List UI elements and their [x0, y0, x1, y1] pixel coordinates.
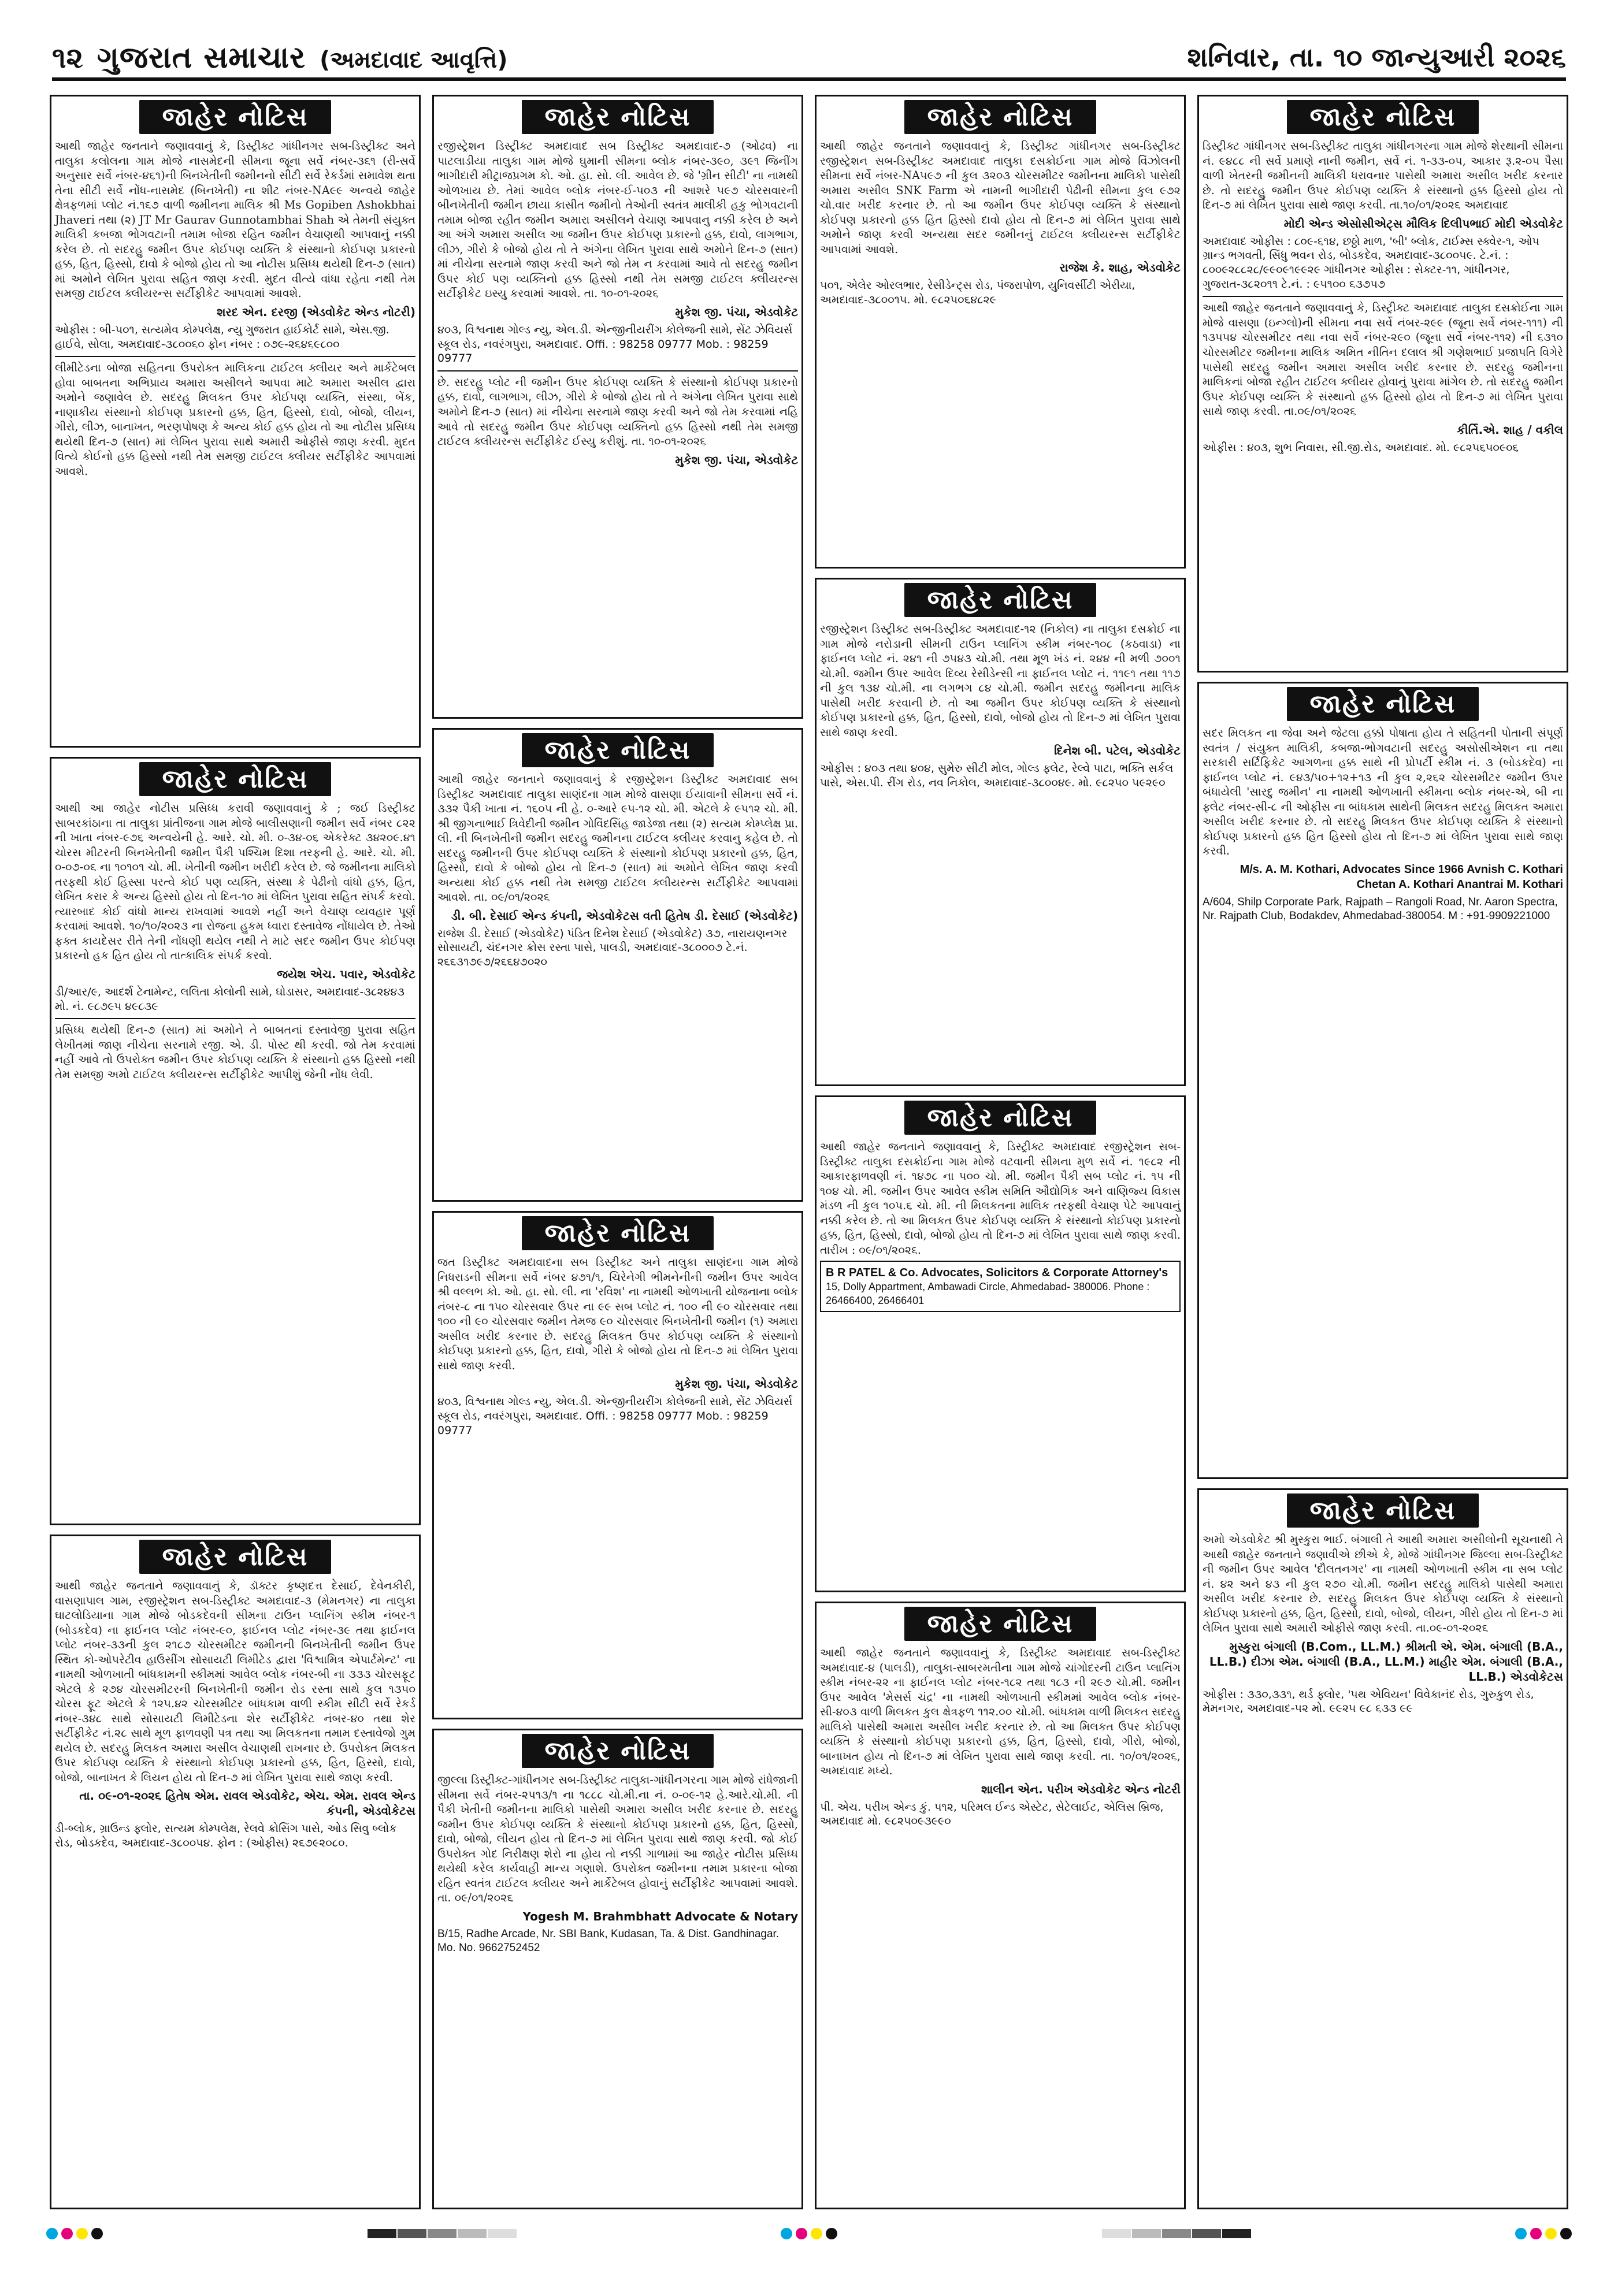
public-notice [815, 95, 1186, 569]
magenta-dot [796, 2228, 807, 2239]
notice-continuation: આથી જાહેર જનતાને જણાવવાનું કે, ડિસ્ટ્રીક્ટ અમદાવાદ તાલુકા દસક્રોઈના ગામ મોજે વાસણા (ઇન્ગ્લો)ની સીમના નવા સર્વે નંબર-૨૯૯ (જૂના સર્વે નંબર-૧૧૧) ની ૧૩૫૫૪ ચોરસમીટર તથા નવા સર્વે નંબર-૨૯૦ (જૂના સર્વે નંબર-૧૧૨) ની ૬૩૧૦ ચોરસમીટર જમીનના માલિક અમિત નીતિન દલાલ શ્રી ગણેશભાઈ પ્રજાપતિ વિગેરે પાસેથી સદરહુ જમીન અમારા અસીલ ખરીદ કરનાર છે. સદરહુ જમીનના માલિકનાં બોજા રહીત ટાઈટલ ક્લીયર હોવાનું પુરાવા માંગેલ છે. તો સદરહુ જમીન ઉપર કોઈપણ વ્યક્તિ કે સંસ્થાનો હક્ક હિસ્સો હોય તો દિન-૭ માં લેખિત પુરાવા સાથે જાણ કરવી. તા.૦૯/૦૧/૨૦૨૬ [1203, 296, 1563, 418]
notice-address: ડી-બ્લોક, ગ્રાઉન્ડ ફ્લોર, સત્યમ કોમ્પલેક્ષ, રેલવે ક્રોસિંગ પાસે, ઓડ સિવુ બ્લોક રોડ, બોડકદેવ, અમદાવાદ-૩૮૦૦૫૪. ફોન : (ઓફીસ) ૨૬૭૯૨૦૮૦. [55, 1822, 397, 1850]
black-dot [826, 2228, 837, 2239]
notice-body: આથી જાહેર જનતાને જણાવવાનું કે, ડૉક્ટર કૃષ્ણદત્ત દેસાઈ, દેવેનકીરી, વાસણાપાલ ગામ, રજીસ્ટ્રેશન સબ-ડિસ્ટ્રીક્ટ અમદાવાદ-૩ (મેમનગર) ના તાલુકા ઘાટલોડિયાના ગામ મોજે બોડકદેવની સીમના ટાઉન પ્લાનિંગ સ્કીમ નંબર-૧ (બોડકદેવ) ના ફાઈનલ પ્લોટ નંબર-૯૦, ફાઈનલ પ્લોટ નંબર-૩૯ તથા ફાઈનલ પ્લોટ નંબર-૩૩ની કુલ ૨૧૮૭ ચોરસમીટર જમીનની બિનખેતીની જમીન ઉપર સ્થિત કો-ઓપરેટીવ હાઉસીંગ સોસાયટી લિમીટેડ દ્વારા 'વિશ્વામિત્ર એપાર્ટમેન્ટ' ના નામથી ઓળખાતી બાંધકામની સ્કીમમાં આવેલ બ્લોક નંબર-બી ના ૩૩૩ ચોરસફૂટ એટલે કે ૨૭૪ ચોરસમીટરની બિનખેતીની જમીન રોડ રસ્તા સાથે કુલ ૧૩૫૦ ચોરસ ફૂટ એટલે કે ૧૨૫.૪૨ ચોરસમીટર બાંધકામ વાળી સ્કીમ સીટી સર્વે રેકર્ડ નંબર-૩૪૮ સાથે સોસાયટી લિમીટેડના શેર સર્ટીફીકેટ નંબર-૪૦ તથા શેર સર્ટીફીકેટ નં.૨૮ સાથે મૂળ ફાળવણી પત્ર તથા આ મિલકતના તમામ દસ્તાવેજો ગુમ થયેલ છે. સદરહુ મિલકત અમારા અસીલ વેચાણથી રાખનાર છે. ઉપરોક્ત મિલકત ઉપર કોઈપણ વ્યક્તિ કે સંસ્થાનો કોઈપણ પ્રકારનો હક્ક, હિત, હિસ્સો, દાવો, બોજો, બાનાખત કે લિયન હોય તો દિન-૭ માં લેખિત પુરાવા સાથે જાણ કરવી. [55, 1579, 415, 1784]
notice-address: ૪૦૩, વિશ્વનાથ ગોલ્ડ ન્યુ, એલ.ડી. એન્જીનીયરીંગ કોલેજની સામે, સેંટ ઝેવિયર્સ સ્કૂલ રોડ, નવરંગપુરા, અમદાવાદ. Offi. : 98258 09777 Mob. : 98259 09777 [437, 323, 793, 365]
notice-continuation: છે. સદરહુ પ્લોટ ની જમીન ઉપર કોઈપણ વ્યક્તિ કે સંસ્થાનો કોઈપણ પ્રકારનો હક્ક, દાવો, લાગભાગ, લીઝ, ગીરો કે બોજો હોય તો તે અંગેના લેખિત પુરાવા સાથે અમોને દિન-૭ (સાત) માં નીચેના સરનામે જાણ કરવી અને જો તેમ કરવામાં નહિ આવે તો સદરહુ જમીન ઉપર કોઈપણ વ્યક્તિનો હક્ક હિસ્સો નથી તેમ સમજી ટાઈટલ ક્લીયરન્સ સર્ટીફીકેટ ઈસ્યુ કરીશું. તા. ૧૦-૦૧-૨૦૨૬ [437, 370, 798, 449]
notice-continuation: લીમીટેડના બોજા સહિતના ઉપરોક્ત માલિકના ટાઈટલ ક્લીયર અને માર્કેટેબલ હોવા બાબતના અભિપ્રાય અમારા અસીલને આપવા માટે અમારા અસીલ દ્વારા અમોને જણાવેલ છે. સદરહુ મિલકત ઉપર કોઈપણ વ્યક્તિ, સંસ્થા, બેંક, નાણાકીય સંસ્થાનો કોઈપણ પ્રકારનો હક્ક, હિત, હિસ્સો, દાવો, બોજો, લીયન, ગીરો, લીઝ, બાનાખત, ભરણપોષણ કે અન્ય કોઈ હક્ક હોય તો આ નોટીસ પ્રસિધ્ધ થયેથી દિન-૭ (સાત) માં લેખિત પુરાવા સાથે અમારી ઓફીસે જાણ કરવી. મુદત વિત્યે કોઈનો હક્ક હિસ્સો નથી તેમ સમજી ટાઈટલ ક્લીયર સર્ટીફીકેટ આપવામાં આવશે. [55, 356, 415, 478]
print-registration-strip [46, 2222, 1572, 2245]
public-notice [432, 95, 803, 719]
cyan-dot [1515, 2228, 1527, 2239]
notice-signature: Yogesh M. Brahmbhatt Advocate & Notary [522, 1909, 798, 1923]
notice-body: અમો એડવોકેટ શ્રી મુસ્કુરા ભાઈ. બંગાલી તે આથી અમારા અસીલોની સૂચનાથી તે આથી જાહેર જનતાને જણાવીએ છીએ કે, મોજે ગાંધીનગર જિલ્લા સબ-ડિસ્ટ્રીક્ટ ની જમીન ઉપર આવેલ 'દૌલતનગર' ના નામથી ઓળખાતી સ્કીમ ના સબ પ્લોટ નં. ૪૨ અને ૪૩ ની કુલ ૨૭૦ ચો.મી. જમીન સદરહુ માલિકો પાસેથી અમારા અસીલ ખરીદ કરનાર છે. સદરહુ મિલકત ઉપર કોઈપણ વ્યક્તિ કે સંસ્થાનો કોઈપણ પ્રકારનો હક્ક, હિત, હિસ્સો, દાવો, બોજો, લીયન, ગીરો હોય તો દિન-૭ માં લેખિત પુરાવા સાથે અમારી ઓફીસે જાણ કરવી. તા.૦૯-૦૧-૨૦૨૬ [1203, 1533, 1563, 1635]
gray-step [1132, 2229, 1161, 2238]
column-1 [50, 95, 421, 2209]
notice-title: જાહેર નોટિસ [522, 100, 714, 134]
notice-signature: જયેશ એચ. પવાર, એડવોકેટ [277, 967, 415, 981]
gray-step [1162, 2229, 1191, 2238]
notice-title: જાહેર નોટિસ [1287, 1493, 1479, 1528]
notice-title: જાહેર નોટિસ [139, 1540, 332, 1574]
notice-title: જાહેર નોટિસ [522, 1216, 714, 1250]
public-notice [50, 1535, 421, 2209]
yellow-dot [1545, 2228, 1557, 2239]
public-notice [1197, 1488, 1568, 2209]
notice-body: રજીસ્ટ્રેશન ડિસ્ટ્રીક્ટ અમદાવાદ સબ ડિસ્ટ્રીક્ટ અમદાવાદ-૭ (ઓઢવ) ના પાટલાડીયા તાલુકા ગામ મોજે ઘુમાની સીમના બ્લોક નંબર-૩૯૦, ૩૯૧ જિનીંગ ભાગીદારી મીટ્રાજપ્રગમ કો. ઓ. હા. સો. લી. આવેલ છે. જે 'ગ્રીન સીટી' ના નામથી ઓળખાય છે. તેમાં આવેલ બ્લોક નંબર-ઈ-૫૦૩ ની આશરે ૫૯૭ ચોરસવારની બીનખેતીની જમીન છાયા કાસીત જમીનો તેઓની સ્વતંત્ર માલીકી હકુ ભોગવટાની તમામ બોજા રહીત જમીન અમારા અસીલને વેચાણ આપવાનુ નક્કી કરેલ છે અને આ અંગે અમારા અસીલ આ જમીન ઉપર કોઈપણ પ્રકારનો હક્ક, દાવો, લાગભાગ, લીઝ, ગીરો કે બોજો હોય તો તે અંગેના લેખિત પુરાવા સાથે અમોને દિન-૭ (સાત) માં નીચેના સરનામે જાણ કરવી અને જો તેમ ન કરવામાં આવે તો સદરહુ જમીન ઉપર કોઈ પણ વ્યક્તિનો હક્ક હિસ્સો નથી તેમ સમજી ટાઈટલ ક્લીયરન્સ સર્ટીફીકેટ ઇસ્યુ કરવામાં આવશે. તા. ૧૦-૦૧-૨૦૨૬ [437, 139, 798, 300]
page-number: ૧૨ [52, 40, 83, 75]
public-notice [432, 728, 803, 1202]
edition-label: (અમદાવાદ આવૃત્તિ) [320, 46, 508, 73]
notice-signature: શરદ એન. દરજી (એડવોકેટ એન્ડ નોટરી) [217, 304, 415, 319]
notice-signature: કીર્તિ.એ. શાહ / વકીલ [1456, 422, 1563, 437]
notice-address: ઓફીસ : ૩૩૦,૩૩૧, થર્ડ ફ્લોર, 'પથ એવિયન' વિવેકાનંદ રોડ, ગુરુકુળ રોડ, મેમનગર, અમદાવાદ-૫૨ મો. ૯૯૨૫ ૯૮ ૬૩૩ ૯૯ [1203, 1688, 1534, 1715]
notice-signature: તા. ૦૯-૦૧-૨૦૨૬ હિતેષ એમ. રાવલ એડવોકેટ, એચ. એમ. રાવલ એન્ડ કંપની, એડવોકેટસ [79, 1789, 415, 1818]
gray-step [428, 2229, 457, 2238]
column-3 [815, 95, 1186, 2209]
notice-signature: M/s. A. M. Kothari, Advocates Since 1966 Avnish C. Kothari Chetan A. Kothari Anantrai M. Kothari [1240, 863, 1563, 891]
gray-scale-bar [1102, 2229, 1251, 2238]
gray-step [1102, 2229, 1131, 2238]
notice-body: ડિસ્ટ્રીક્ટ ગાંધીનગર સબ-ડિસ્ટ્રીક્ટ તાલુકા ગાંધીનગરના ગામ મોજે શેરથાની સીમના નં. ૯૪૮૮ ની સર્વે પ્રમાણે નાની જમીન, સર્વે નં. ૧-૩૩-૦૫, આકાર રૂ.૨-૦૫ પૈસા વાળી ખેતરની જમીનની માલિકી ધરાવનાર પાસેથી અમારા અસીલ ખરીદ કરનાર છે. તો સદરહુ જમીન ઉપર કોઈપણ વ્યક્તિ કે સંસ્થાનો હક્ક હિસ્સો હોય તો દિન-૭ માં લેખિત પુરાવા સાથે જાણ કરવી. તા.૧૦/૦૧/૨૦૨૬ અમદાવાદ [1203, 139, 1563, 212]
notice-signature: ડી. બી. દેસાઈ એન્ડ કંપની, એડવોકેટસ વતી હિતેષ ડી. દેસાઈ (એડવોકેટ) [451, 908, 798, 923]
public-notice [432, 1211, 803, 1719]
public-notice [815, 1095, 1186, 1592]
magenta-dot [61, 2228, 73, 2239]
notice-body: આથી જાહેર જનતાને જણાવવાનું કે રજીસ્ટ્રેશન ડિસ્ટ્રીક્ટ અમદાવાદ સબ ડિસ્ટ્રીક્ટ અમદાવાદ તાલુકા સાણંદના ગામ મોજે વાસણા ઈયાવાની સીમના સર્વે નં. ૩૩૨ પૈકી ખાતા નં. ૧૬૦૫ ની હે. ૦-આરે ૯૫-૧૨ ચો. મી. એટલે કે ૯૫૧૨ ચો. મી. શ્રી જીગનાભાઈ ત્રિવેદીની જમીન ગોવિંદસિંહ જાડેજા તથા (૨) સત્યમ કોમ્પ્લેક્ષ પ્રા. લી. ની બિનખેતીની જમીન સદરહુ જમીનના ટાઈટલ ક્લીયર કરવાનુ કહેલ છે. તો સદરહુ જમીનની ઉપર કોઈપણ વ્યક્તિ કે સંસ્થાનો કોઈપણ પ્રકારનો હક્ક, હિત, હિસ્સો, દાવો કે બોજો હોય તો દિન-૭ (સાત) માં અમોને લેખિત જાણ કરવી અન્યથા કોઈ હક્ક નથી તેમ સમજી ટાઈટલ ક્લીયરન્સ સર્ટીફીકેટ આપવામાં આવશે. તા. ૦૯/૦૧/૨૦૨૬ [437, 772, 798, 904]
public-notice [50, 95, 421, 748]
gray-step [1222, 2229, 1251, 2238]
notice-address: રાજેશ ડી. દેસાઈ (એડવોકેટ) પંડિત દિનેશ દેસાઈ (એડવોકેટ) ૩૭, નારાયણનગર સોસાયટી, ચંદનગર ક્રોસ રસ્તા પાસે, પાલડી, અમદાવાદ-૩૮૦૦૦૭ ટે.નં. ૨૬૬૩૧૭૯૭/૨૬૬૪૭૦૨૦ [437, 927, 788, 969]
notice-title: જાહેર નોટિસ [904, 1607, 1097, 1641]
notice-signature: શાલીન એન. પરીખ એડવોકેટ એન્ડ નોટરી [981, 1782, 1181, 1796]
notice-body: જત ડિસ્ટ્રીક્ટ અમદાવાદના સબ ડિસ્ટ્રીક્ટ અને તાલુકા સાણંદના ગામ મોજે નિધરાડની સીમના સર્વે નંબર ૪૭૧/૧, ચિરેનેગી ભીમનેનીની જમીન ઉપર આવેલ શ્રી વલ્લભ કો. ઓ. હા. સો. લી. ના 'રવિશ' ના નામથી ઓળખાતી યોજનાના બ્લોક નંબર-૮ ના ૧૫૦ ચોરસવાર ઉપર ના ૯૯ સબ પ્લોટ નં. ૧૦૦ ની ૯૦ ચોરસવાર તથા ૧૦૦ ની ૯૦ ચોરસવાર જમીન તેમજ ૯૦ ચોરસવાર બિનખેતીની જમીન (૧) અમારા અસીલ ખરીદ કરનાર છે. સદરહુ મિલકત ઉપર કોઈપણ વ્યક્તિ કે સંસ્થાનો કોઈપણ પ્રકારનો હક્ક, હિત, દાવો, ગીરો કે બોજો હોય તો દિન-૭ માં લેખિત પુરાવા સાથે જાણ કરવી. [437, 1255, 798, 1372]
firm-stamp-box [820, 1261, 1181, 1312]
notice-body: આથી જાહેર જનતાને જણાવવાનું કે, ડિસ્ટ્રીક્ટ ગાંધીનગર સબ-ડિસ્ટ્રીક્ટ અને તાલુકા કલોલના ગામ મોજે નાસમેદની સીમના જૂના સર્વે નંબર-૩૬૧ (રી-સર્વે અનુસાર સર્વે નંબર-૪૬૧)ની બિનખેતીની જમીનનો સીટી સર્વે રેકર્ડમાં સમાવેશ થતા તેના સીટી સર્વે નોંધ-નાસમેદ (બિનખેતી) ના શીટ નંબર-NA૯૯ અન્વયે જાહેર ક્ષેત્રફળમાં પ્લોટ નં.૧૬૭ વાળી જમીનના માલિક શ્રી Ms Gopiben Ashokbhai Jhaveri તથા (૨) JT Mr Gaurav Gunnotambhai Shah એ તેમની સંયુક્ત માલિકી કબજા ભોગવટાની તમામ બોજા રહિત જમીન વેચાણથી આપવાનું નક્કી કરેલ છે. તો સદરહુ જમીન ઉપર કોઈપણ વ્યક્તિ કે સંસ્થાનો કોઈપણ પ્રકારનો હક્ક, હિત, હિસ્સો, દાવો કે બોજો હોય તો આ નોટીસ પ્રસિધ્ધ થયેથી દિન-૭ (સાત) માં અમોને લેખિત પુરાવા સહિત જાણ કરવી. મુદત વીત્યે વાંધા રહેતા નથી તેમ સમજી ટાઈટલ ક્લીયરન્સ સર્ટીફીકેટ આપવામાં આવશે. [55, 139, 415, 300]
notice-address: B/15, Radhe Arcade, Nr. SBI Bank, Kudasan, Ta. & Dist. Gandhinagar. Mo. No. 9662752452 [437, 1927, 780, 1955]
notice-signature: મુસ્કુરા બંગાલી (B.Com., LL.M.) શ્રીમતી એ. એમ. બંગાલી (B.A., LL.B.) દીઝા એમ. બંગાલી (B.A., LL.M.) માહીર એમ. બંગાલી (B.A., LL.B.) એડવોકેટસ [1209, 1639, 1563, 1684]
black-dot [91, 2228, 103, 2239]
gray-step [458, 2229, 487, 2238]
notice-title: જાહેર નોટિસ [522, 733, 714, 767]
public-notice [815, 1602, 1186, 2209]
notice-body: જીલ્લા ડિસ્ટ્રીક્ટ-ગાંધીનગર સબ-ડિસ્ટ્રીક્ટ તાલુકા-ગાંધીનગરના ગામ મોજે રાંધેજાની સીમના સર્વે નંબર-૨૫૧૩/૧ ના ૧૮૮૮ ચો.મી.ના નં. ૦-૦૯-૧૨ હે.આરે.ચો.મી. ની પૈકી ખેતીની જમીનના માલિકો પાસેથી અમારા અસીલ ખરીદ કરનાર છે. સદરહુ જમીન ઉપર કોઈપણ વ્યક્તિ કે સંસ્થાનો કોઈપણ પ્રકારનો હક્ક, હિત, હિસ્સો, દાવો, બોજો, લીયન હોય તો દિન-૭ માં લેખિત પુરાવા સાથે જાણ કરવી. જો કોઈ ઉપરોક્ત ગોદ નિરીક્ષણ શેરો ના હોય તો નક્કી ગાળામાં આ જાહેર નોટીસ પ્રસિધ્ધ થયેથી કરેલ કાર્યવાહી માન્ય ગણાશે. ઉપરોક્ત જમીનના તમામ પ્રકારના બોજા રહિત સ્વતંત્ર ટાઈટલ ક્લીયર અને માર્કેટેબલ હોવાનું સર્ટીફીકેટ આપવામાં આવશે. તા. ૦૯/૦૧/૨૦૨૬ [437, 1773, 798, 1905]
notice-body: આથી જાહેર જનતાને જણાવવાનું કે, ડિસ્ટ્રીક્ટ અમદાવાદ રજીસ્ટ્રેશન સબ-ડિસ્ટ્રીક્ટ તાલુકા દસક્રોઈના ગામ મોજે વટવાની સીમના મુળ સર્વે નં. ૧૯૮૨ ની આકારફાળવણી નં. ૧૪૭૮ ના ૫૦૦ ચો. મી. જમીન પૈકી સબ પ્લોટ નં. ૧૫ ની ૧૦૪ ચો. મી. જમીન ઉપર આવેલ સ્કીમ સમિતિ ઔદ્યોગિક અને વાણિજ્ય વિકાસ મંડળ ની કુલ ૧૦૫.૬ ચો. મી. ની મિલકતના માલિક તરફથી વેચાણ પેટે આપવાનું નક્કી કરેલ છે. તો આ મિલકત ઉપર કોઈપણ વ્યક્તિ કે સંસ્થાનો કોઈપણ પ્રકારનો હક્ક, હિત, હિસ્સો, દાવો, બોજો હોય તો દિન-૭ માં લેખિત પુરાવા સાથે જાણ કરવી. તારીખ : ૦૯/૦૧/૨૦૨૬. [820, 1140, 1181, 1257]
notice-title: જાહેર નોટિસ [1287, 100, 1479, 134]
notice-signature: દિનેશ બી. પટેલ, એડવોકેટ [1054, 744, 1181, 758]
notice-address: ઓફીસ : ૪૦૩ તથા ૪૦૪, સુમેરુ સીટી મોલ, ગોલ્ડ ફ્લેટ, રેલ્વે પાટા, ભક્તિ સર્કલ પાસે, એસ.પી. રીંગ રોડ, નવ નિકોલ, અમદાવાદ-૩૮૦૦૪૯. મો. ૯૮૨૫૦ ૫૯૨૯૦ [820, 762, 1174, 789]
notice-signature: B R PATEL & Co. Advocates, Solicitors & Corporate Attorney's [826, 1266, 1168, 1280]
column-4 [1197, 95, 1568, 2209]
magenta-dot [1530, 2228, 1542, 2239]
column-2 [432, 95, 803, 2209]
yellow-dot [811, 2228, 822, 2239]
notice-body: રજીસ્ટ્રેશન ડિસ્ટ્રીક્ટ સબ-ડિસ્ટ્રીક્ટ અમદાવાદ-૧૨ (નિકોલ) ના તાલુકા દસક્રોઈ ના ગામ મોજે નરોડાની સીમની ટાઉન પ્લાનિંગ સ્કીમ નંબર-૧૦૮ (કઠવાડા) ના ફાઈનલ પ્લોટ નં. ૨૪૧ ની ૭૫૪૩ ચો.મી. તથા મૂળ ખંડ નં. ૨૪૪ ની મળી ૭૦૦૧ ચો.મી. જમીન ઉપર આવેલ દિવ્ય રેસીડેન્સી ના ફાઈનલ પ્લોટ નં. ૧૧૯૧ તથા ૧૧૭ ની કુલ ૧૩૪ ચો.મી. ના લગભગ ૮૪ ચો.મી. જમીન સદરહુ જમીનના માલિક પાસેથી ખરીદ કરવાની છે. તો આ જમીન ઉપર કોઈપણ વ્યક્તિ કે સંસ્થાનો કોઈપણ પ્રકારનો હક્ક, હિત, હિસ્સો, દાવો, બોજો હોય તો દિન-૭ માં લેખિત પુરાવા સાથે જાણ કરવી. [820, 622, 1181, 739]
notice-address: ૪૦૩, વિશ્વનાથ ગોલ્ડ ન્યુ, એલ.ડી. એન્જીનીયરીંગ કોલેજની સામે, સેંટ ઝેવિયર્સ સ્કૂલ રોડ, નવરંગપુરા, અમદાવાદ. Offi. : 98258 09777 Mob. : 98259 09777 [437, 1395, 793, 1437]
notice-body: આથી જાહેર જનતાને જણાવવાનું કે, ડિસ્ટ્રીક્ટ અમદાવાદ સબ-ડિસ્ટ્રીક્ટ અમદાવાદ-૪ (પાલડી), તાલુકા-સાબરમતીના ગામ મોજે ચાંગોદરની ટાઉન પ્લાનિંગ સ્કીમ નંબર-૨૨ ના ફાઈનલ પ્લોટ નંબર-૧૮૨ તથા ૧૮૩ ની ૨૯૭ ચો.મી. જમીન ઉપર આવેલ 'મેસર્સ ચંદ્ર' ના નામથી ઓળખાતી સ્કીમમાં આવેલ બ્લોક નંબર-સી-૪૦૩ વાળી મિલકત કુલ ક્ષેત્રફળ ૧૧૨.૦૦ ચો.મી. બાંધકામ વાળી મિલકત સદરહુ માલિકો પાસેથી અમારા અસીલ ખરીદ કરનાર છે. તો આ મિલકત ઉપર કોઈપણ વ્યક્તિ કે સંસ્થાનો કોઈપણ પ્રકારનો હક્ક, હિત, હિસ્સો, દાવો, ગીરો, બોજો, બાનાખત હોય તો દિન-૭ માં લેખિત પુરાવા સાથે જાણ કરવી. તા. ૧૦/૦૧/૨૦૨૬, અમદાવાદ મધ્યે. [820, 1646, 1181, 1778]
notice-signature: મુકેશ જી. પંચા, એડવોકેટ [675, 452, 798, 467]
gray-step [1192, 2229, 1221, 2238]
notice-address: 15, Dolly Appartment, Ambawadi Circle, Ahmedabad- 380006. Phone : 26466400, 26466401 [826, 1281, 1150, 1306]
notice-address: પી. એચ. પરીખ એન્ડ કું. ૫૧૨, પરિમલ ઈન્ડ એસ્ટેટ, સેટેલાઈટ, એલિસ બ્રિજ, અમદાવાદ મો. ૯૮૨૫૦૯૩૯૯૦ [820, 1800, 1164, 1828]
public-notice [815, 578, 1186, 1086]
public-notice [50, 757, 421, 1525]
notice-address: અમદાવાદ ઓફીસ : ૮૦૯-૬૧૪, છઠ્ઠો માળ, 'બી' બ્લોક, ટાઈમ્સ સ્ક્વેર-૧, ઓપ ગ્રાન્ડ ભગવતી, સિંધુ ભવન રોડ, બોડકદેવ, અમદાવાદ-૩૮૦૦૫૯. ટે.નં. : ૮૦૦૯૨૮૮૨૮/૯૯૦૯૧૯૯૨૯ ગાંધીનગર ઓફીસ : સેક્ટર-૧૧, ગાંધીનગર, ગુજરાત-૩૮૨૦૧૧ ટે.નં. : ૯૫૧૦૦ ૬૩૭૫૭ [1203, 235, 1539, 291]
yellow-dot [76, 2228, 88, 2239]
notice-title: જાહેર નોટિસ [1287, 687, 1479, 721]
issue-date: શનિવાર, તા. ૧૦ જાન્યુઆરી ૨૦૨૬ [1187, 42, 1566, 73]
gray-step [368, 2229, 396, 2238]
gray-scale-bar [368, 2229, 517, 2238]
notice-title: જાહેર નોટિસ [139, 100, 332, 134]
notice-title: જાહેર નોટિસ [904, 583, 1097, 617]
cyan-dot [781, 2228, 792, 2239]
notice-address: ઓફીસ : બી-૫૦૧, સત્યમેવ કોમ્પલેક્ષ, ન્યુ ગુજરાત હાઈકોર્ટ સામે, એસ.જી. હાઈવે, સોલા, અમદાવાદ-૩૮૦૦૬૦ ફોન નંબર : ૦૭૯-૨૬૪૬૯૮૦૦ [55, 323, 389, 351]
gray-step [488, 2229, 517, 2238]
notice-signature: મોદી એન્ડ એસોસીએટ્સ મૌલિક દિલીપભાઈ મોદી એડવોકેટ [1283, 216, 1563, 231]
notice-title: જાહેર નોટિસ [139, 762, 332, 796]
public-notice [432, 1729, 803, 2209]
notice-title: જાહેર નોટિસ [904, 1101, 1097, 1135]
color-registration-dots [781, 2228, 837, 2239]
notices-grid [50, 95, 1568, 2209]
notice-signature: મુકેશ જી. પંચા, એડવોકેટ [675, 1377, 798, 1391]
masthead [52, 38, 1566, 81]
color-registration-dots [46, 2228, 103, 2239]
cyan-dot [46, 2228, 58, 2239]
notice-address: ઓફીસ : ૪૦૩, શુભ નિવાસ, સી.જી.રોડ, અમદાવાદ. મો. ૯૮૨૫૬૫૦૯૦૬ [1203, 441, 1519, 454]
notice-address: ૫૦૧, એલેર ઓરલભાર, રેસીડેન્ટ્સ રોડ, પંજરાપોળ, યુનિવર્સીટી એરીયા, અમદાવાદ-૩૮૦૦૧૫. મો. ૯૮૨૫૦૬૪૮૨૯ [820, 279, 1135, 306]
notice-address: A/604, Shilp Corporate Park, Rajpath – Rangoli Road, Nr. Aaron Spectra, Nr. Rajpath Club, Bodakdev, Ahmedabad-380054. M : +91-9909221000 [1203, 896, 1558, 923]
color-registration-dots [1515, 2228, 1572, 2239]
public-notice [1197, 682, 1568, 1479]
gray-step [398, 2229, 426, 2238]
notice-address: ડી/આર/૯, આદર્શ ટેનામેન્ટ, લલિતા કોલોની સામે, ઘોડાસર, અમદાવાદ-૩૮૨૪૪૩ મો. નં. ૯૮૭૯૫ ૪૯૮૩૯ [55, 985, 404, 1013]
notice-signature: મુકેશ જી. પંચા, એડવોકેટ [675, 304, 798, 319]
black-dot [1560, 2228, 1572, 2239]
notice-title: જાહેર નોટિસ [522, 1734, 714, 1768]
notice-body: આથી જાહેર જનતાને જણાવવાનું કે, ડિસ્ટ્રીક્ટ ગાંધીનગર સબ-ડિસ્ટ્રીક્ટ રજીસ્ટ્રેશન સબ-ડિસ્ટ્રીક્ટ અમદાવાદ તાલુકા દસક્રોઈના ગામ મોજે વિંઝોલની સીમના સર્વે નંબર-NA૫૯૭ ની કુલ ૩૨૦૩ ચોરસમીટર જમીનના માલિકો પાસેથી અમારા અસીલ SNK Farm એ નામની ભાગીદારી પેઢીની સીમના કુલ ૯૭૨ ચો.વાર ખરીદ કરનાર છે. તો આ જમીન ઉપર કોઈપણ વ્યક્તિ કે સંસ્થાનો કોઈપણ પ્રકારનો હક્ક હિત હિસ્સો દાવો હોય તો દિન-૭ માં લેખિત પુરાવા સાથે અમોને જાણ કરવી અન્યથા સદર જમીનનું ટાઈટલ ક્લીયરન્સ સર્ટીફીકેટ આપવામાં આવશે. [820, 139, 1181, 256]
newspaper-name: ગુજરાત સમાચાર [97, 40, 306, 75]
public-notice [1197, 95, 1568, 673]
notice-continuation: પ્રસિધ્ધ થયેથી દિન-૭ (સાત) માં અમોને તે બાબતનાં દસ્તાવેજી પુરાવા સહિત લેખીતમાં જાણ નીચેના સરનામે રજી. એ. ડી. પોસ્ટ થી કરવી. જો તેમ કરવામાં નહીં આવે તો ઉપરોક્ત જમીન ઉપર કોઈપણ વ્યક્તિ કે સંસ્થાનો હક્ક હિસ્સો નથી તેમ સમજી અમો ટાઈટલ ક્લીયરન્સ સર્ટીફીકેટ આપીશું જેની નોંધ લેવી. [55, 1018, 415, 1082]
notice-title: જાહેર નોટિસ [904, 100, 1097, 134]
notice-signature: રાજેશ કે. શાહ, એડવોકેટ [1059, 261, 1181, 275]
notice-body: સદર મિલકત ના જેવા અને જેટલા હક્કો પોષાતા હોય તે સહિતની પોતાની સંપૂર્ણ સ્વતંત્ર / સંયુક્ત માલિકી, કબજા-ભોગવટાની સદરહુ અસોસીએશન ના તથા સરકારી સર્ટિફિકેટ આગળના હક્ક સાથે ની પ્રોપર્ટી સ્કીમ નં. ૩ (બોડકદેવ) ના ફાઈનલ પ્લોટ નં. ૯૪૩/૫૦+૧૨+૧૩ ની કુલ ૨,૨૬૨ ચોરસમીટર જમીન ઉપર બંધાયેલી 'સારદુ જમીન' ના નામથી ઓળખાતી સ્કીમના બ્લોક નંબર-એ, બી ના ફ્લેટ નંબર-સી-૮ ની ઓફીસ ના બાંધકામ સાથેની મિલકત સદરહુ મિલકત અમારા અસીલ ખરીદ કરનાર છે. તો સદરહુ મિલકત ઉપર કોઈપણ વ્યક્તિ કે સંસ્થાનો કોઈપણ પ્રકારનો હક્ક હિત હિસ્સો હોય તો દિન-૭ માં લેખિત પુરાવા સાથે જાણ કરવી. [1203, 726, 1563, 858]
masthead-left [52, 40, 508, 76]
notice-body: આથી આ જાહેર નોટીસ પ્રસિધ્ધ કરાવી જણાવવાનું કે ; જઈ ડિસ્ટ્રીક્ટ સાબરકાંઠાના તા તાલુકા પ્રાંતીજના ગામ મોજે બાલીસણાની જમીન સર્વે નંબર ૮૨૨ ની ખાતા નંબર-૯૭૬ અન્વયેની હે. આરે. ચો. મી. ૦-૩૪-૦૬ એકરેક્ટ ૩૪૨૦૯.૪૧ ચોરસ મીટરની બિનખેતીની જમીન પૈકી પશ્ચિમ દિશા તરફની હે. આરે. ચો. મી. ૦-૦૭-૦૬ ના ૧૦૧૦૧ ચો. મી. ખેતીની જમીન ખરીદી કરેલ છે. જે જમીનના માલિકો તરફથી કોઈ હિસ્સા પરત્વે કોઈ પણ વ્યક્તિ, સંસ્થા કે પેઢીનો વાંધો હક્ક, હિત, લેખિત કરાર કે અન્ય હિસ્સો હોય તો દિન-૧૦ માં લેખિત પુરાવા સહિત સંપર્ક કરવો. ત્યારબાદ કોઈ વાંધો માન્ય રાખવામાં આવશે નહીં અને વેચાણ વ્યવહાર પૂર્ણ કરવામાં આવશે. ૧૦/૧૦/૨૦૨૩ ના રોજના હુકમ ધ્વારા દસ્તાવેજ નોંધાયેલ છે. તેઓ ફક્ત કાયદેસર રીતે તેની નોંધણી થયેલ નથી તે માટે સદર જમીન ઉપર કોઈપણ પ્રકારનો હક હિત હોય તો તાત્કાલિક સંપર્ક કરવો. [55, 801, 415, 963]
